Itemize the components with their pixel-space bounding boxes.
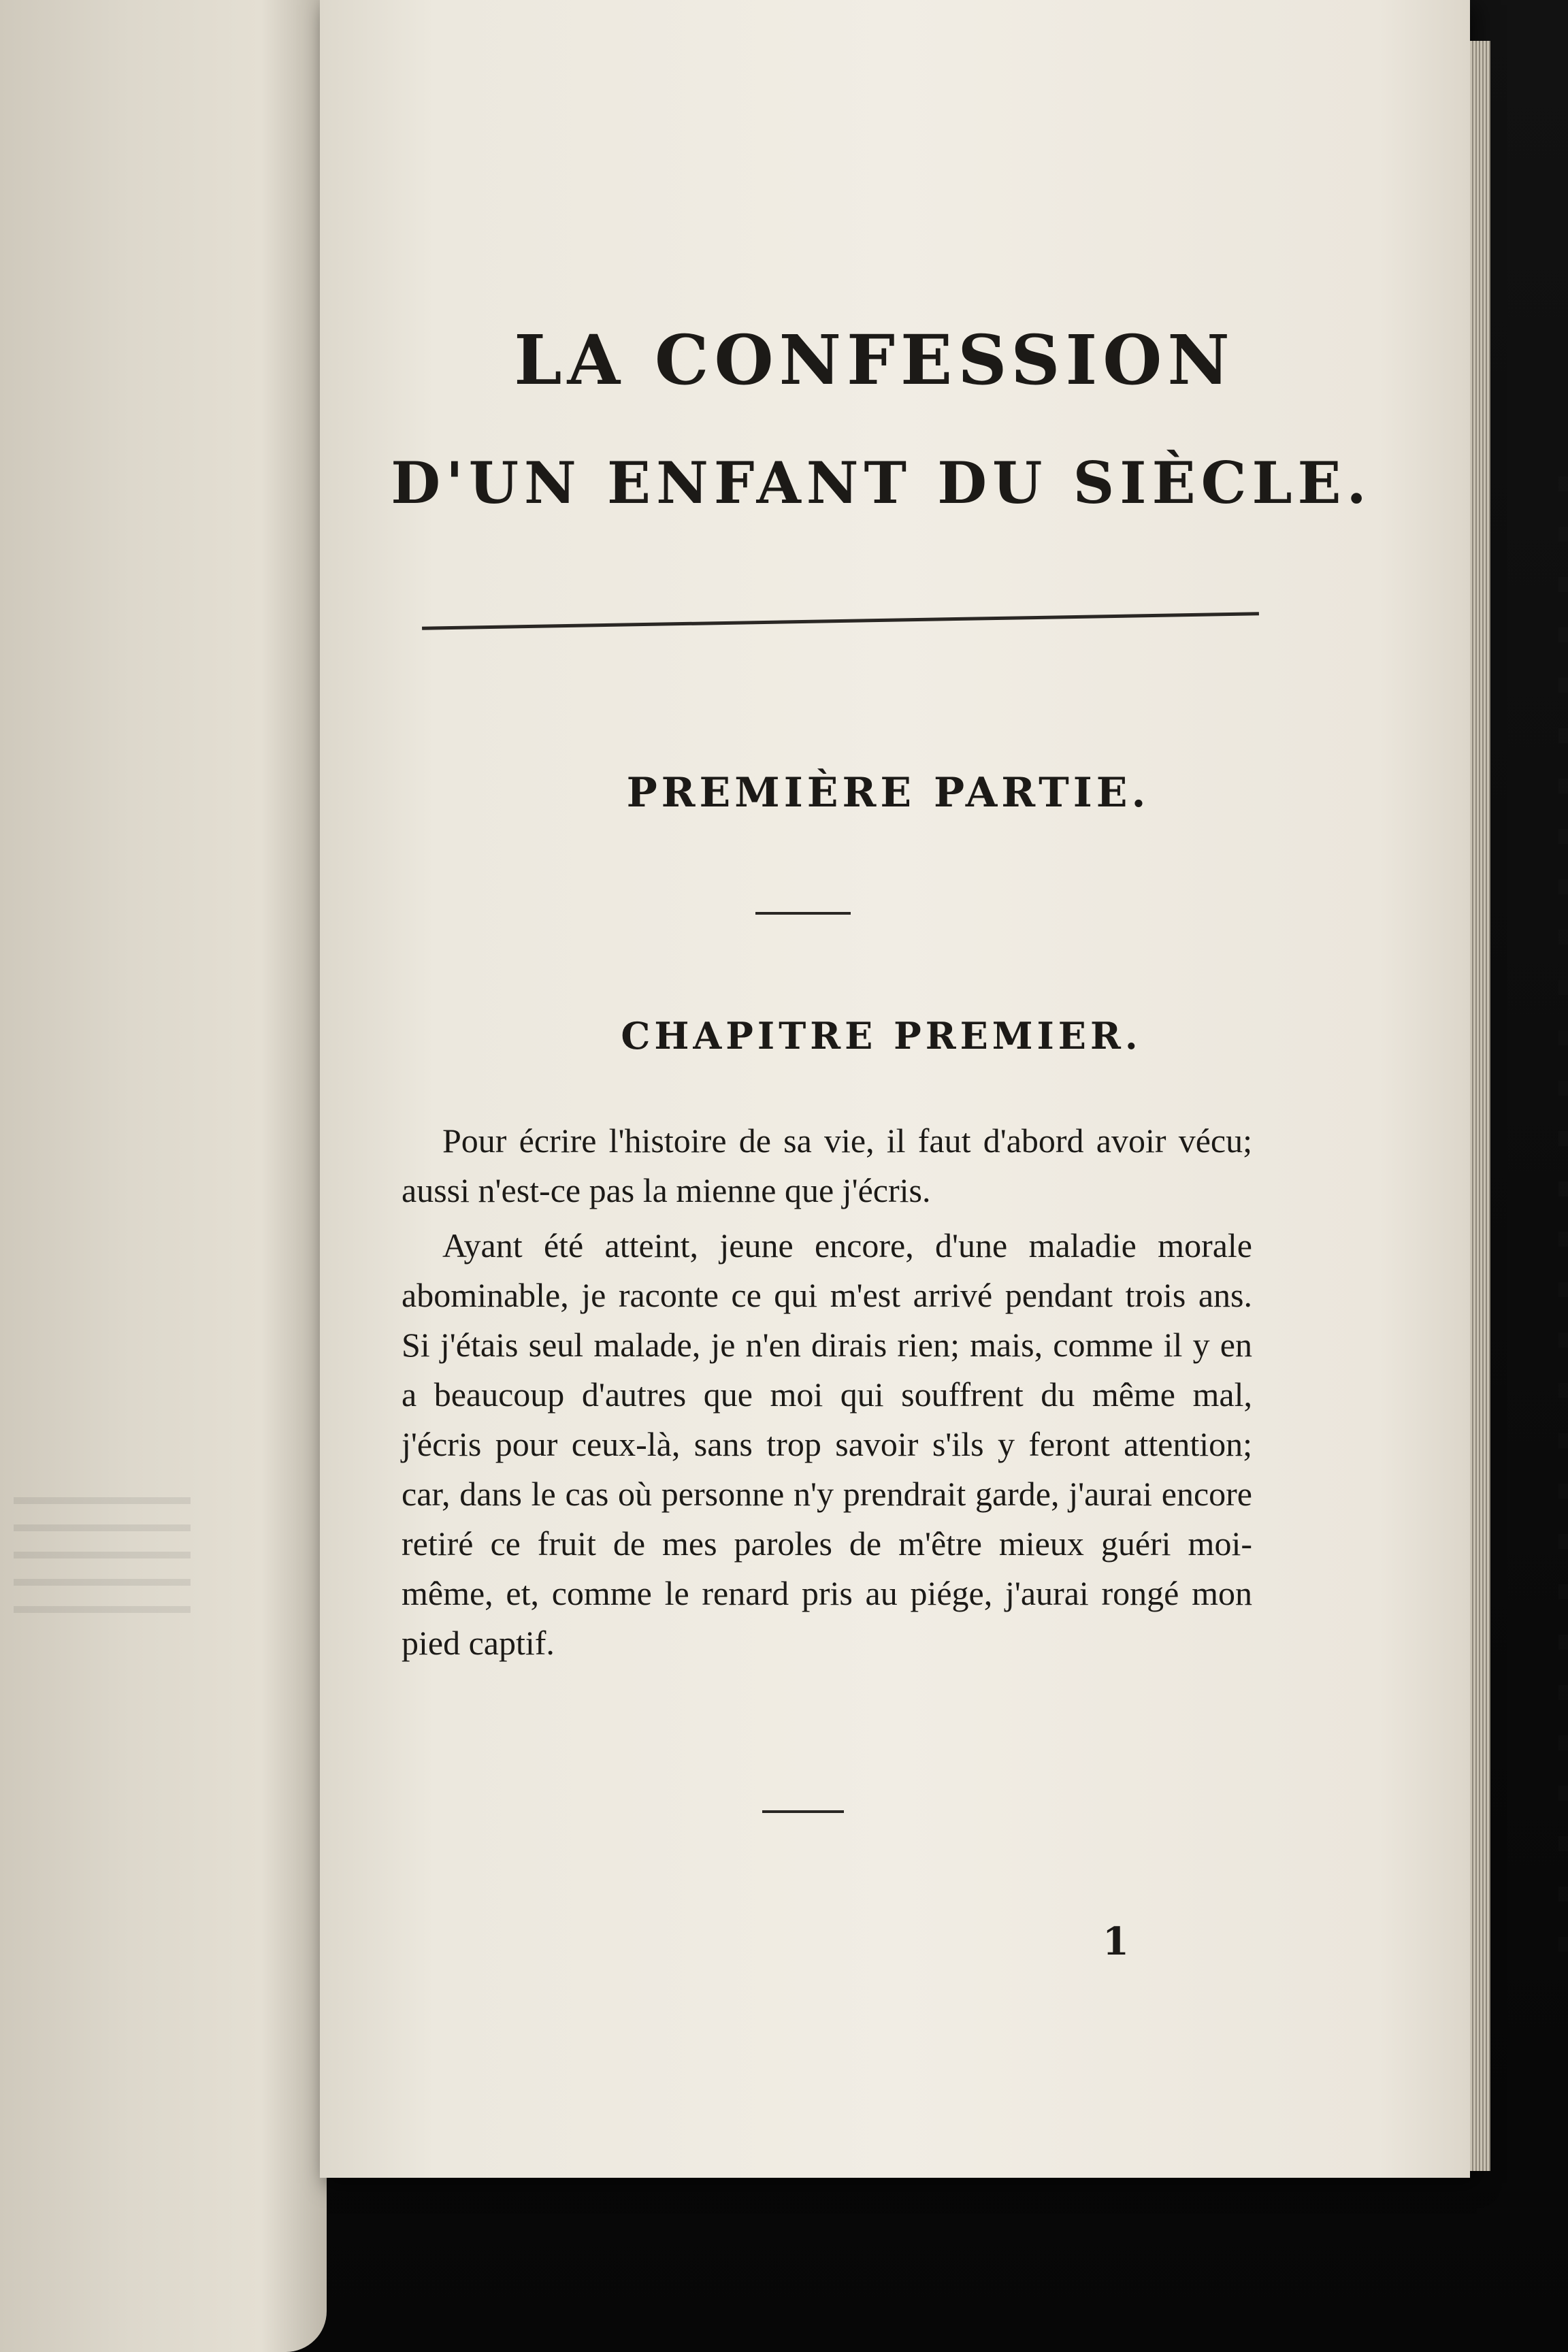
page-number: 1 bbox=[1102, 1919, 1129, 1964]
left-page-bleed-through bbox=[14, 1497, 191, 1633]
part-heading: PREMIÈRE PARTIE. bbox=[626, 769, 1150, 817]
left-page bbox=[0, 0, 327, 2352]
paragraph: Ayant été atteint, jeune encore, d'une maladie morale abominable, je raconte ce qui m'est arrivé pendant trois ans. Si j'étais seul malade, je n'en dirais rien; mais, comme il y en a beaucoup d'autres que moi qui souffrent du même mal, j'écris pour ceux-là, sans trop savoir s'ils y feront attention; car, dans le cas où personne n'y prendrait garde, j'aurai encore retiré ce fruit de mes paroles de m'être mieux guéri moi-même, et, comme le renard pris au piége, j'aurai rongé mon pied captif. bbox=[402, 1226, 1252, 1662]
paragraph: Pour écrire l'histoire de sa vie, il faut d'abord avoir vécu; aussi n'est-ce pas la mienne que j'écris. bbox=[402, 1122, 1252, 1209]
book-title-line-1: LA CONFESSION bbox=[514, 320, 1235, 400]
page-edges bbox=[1470, 41, 1490, 2171]
chapter-body bbox=[402, 1116, 1252, 1673]
page-bleed-through bbox=[1558, 476, 1568, 1974]
title-rule bbox=[422, 612, 1259, 630]
chapter-heading: CHAPITRE PREMIER. bbox=[621, 1014, 1142, 1058]
part-rule bbox=[755, 912, 851, 915]
right-page bbox=[320, 0, 1470, 2178]
book-title-line-2: D'UN ENFANT DU SIÈCLE. bbox=[391, 449, 1372, 517]
end-rule bbox=[762, 1810, 844, 1813]
